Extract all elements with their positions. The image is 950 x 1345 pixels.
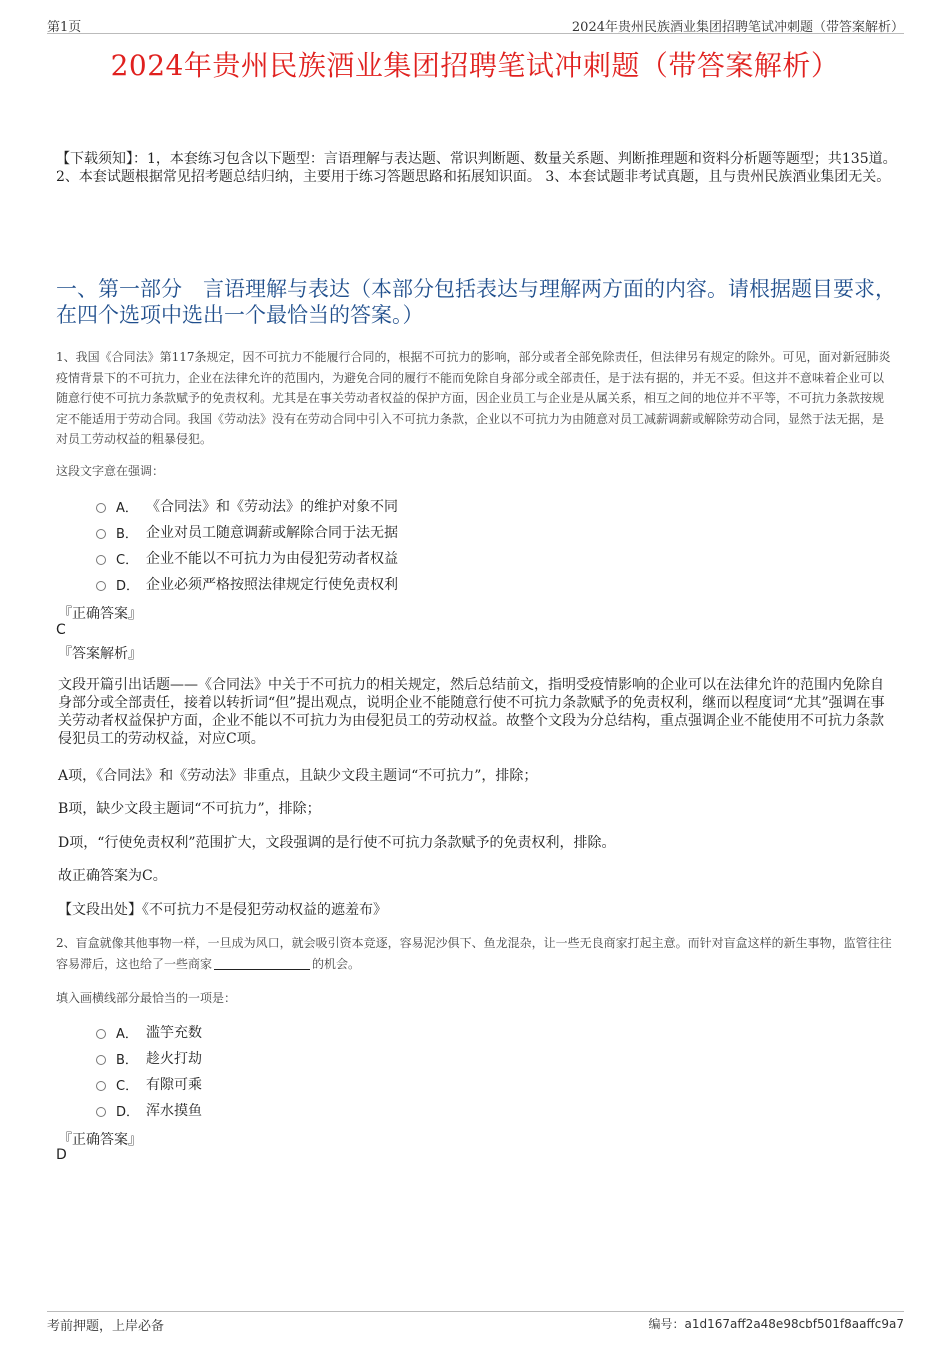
question-2-prompt: 填入画横线部分最恰当的一项是： (56, 991, 237, 1005)
radio-icon[interactable] (96, 503, 106, 513)
analysis-option-d: D项，“行使免责权利”范围扩大，文段强调的是行使不可抗力条款赋予的免责权利，排除。 (58, 835, 616, 851)
page-header (47, 14, 904, 34)
document-title: 2024年贵州民族酒业集团招聘笔试冲刺题（带答案解析） (110, 49, 840, 82)
question-1-prompt: 这段文字意在强调： (56, 464, 165, 478)
analysis-label: 『答案解析』 (58, 646, 142, 662)
question-1-options (96, 493, 398, 597)
analysis-conclusion: 故正确答案为C。 (58, 868, 167, 884)
question-1-text: 1、我国《合同法》第117条规定，因不可抗力不能履行合同的，根据不可抗力的影响，部分或者全部免除责任，但法律另有规定的除外。可见，面对新冠肺炎疫情背景下的不可抗力，企业在法律允许的范围内，为避免合同的履行不能而免除自身部分或全部责任，是于法有据的，并无不妥。但这并不意味着企业可以随意行使不可抗力条款赋予的免责权利。尤其是在事关劳动者权益的保护方面，因企业员工与企业是从属关系，相互之间的地位并不平等，不可抗力条款按规定不能适用于劳动合同。我国《劳动法》没有在劳动合同中引入不可抗力条款，企业以不可抗力为由随意对员工减薪调薪或解除劳动合同，显然于法无据，是对员工劳动权益的粗暴侵犯。 (56, 350, 891, 446)
radio-icon[interactable] (96, 529, 106, 539)
footer-slogan: 考前押题，上岸必备 (47, 1319, 165, 1334)
option-a[interactable]: A． 滥竽充数 (96, 1019, 202, 1045)
section-title: 一、第一部分 言语理解与表达（本部分包括表达与理解两方面的内容。请根据题目要求，在四个选项中选出一个最恰当的答案。） (56, 277, 896, 327)
radio-icon[interactable] (96, 1055, 106, 1065)
correct-answer: D (56, 1147, 67, 1163)
question-2-text: 2、盲盒就像其他事物一样，一旦成为风口，就会吸引资本竞逐，容易泥沙俱下、鱼龙混杂，让一些无良商家打起主意。而针对盲盒这样的新生事物，监管往往容易滞后，这也给了一些商家 的机会。 (56, 936, 892, 971)
download-notice: 【下载须知】：1，本套练习包含以下题型：言语理解与表达题、常识判断题、数量关系题、判断推理题和资料分析题等题型；共135道。 2、本套试题根据常见招考题总结归纳，主要用于练习答题思路和拓展知识面。 3、本套试题非考试真题，且与贵州民族酒业集团无关。 (56, 151, 897, 185)
radio-icon[interactable] (96, 1081, 106, 1091)
header-doc-title: 2024年贵州民族酒业集团招聘笔试冲刺题（带答案解析） (571, 20, 904, 35)
option-d[interactable]: D． 浑水摸鱼 (96, 1097, 202, 1123)
document-code: 编号：a1d167aff2a48e98cbf501f8aaffc9a7 (648, 1317, 904, 1331)
option-text: 企业不能以不可抗力为由侵犯劳动者权益 (146, 551, 398, 567)
analysis-option-a: A项，《合同法》和《劳动法》非重点，且缺少文段主题词“不可抗力”，排除； (58, 768, 538, 784)
fill-blank (214, 958, 310, 970)
answer-label: 『正确答案』 (58, 606, 142, 622)
option-b[interactable]: B． 企业对员工随意调薪或解除合同于法无据 (96, 519, 398, 545)
radio-icon[interactable] (96, 555, 106, 565)
question-2-options (96, 1019, 202, 1123)
option-text: 《合同法》和《劳动法》的维护对象不同 (146, 499, 398, 515)
option-text: 企业对员工随意调薪或解除合同于法无据 (146, 525, 398, 541)
option-c[interactable]: C． 企业不能以不可抗力为由侵犯劳动者权益 (96, 545, 398, 571)
option-b[interactable]: B． 趁火打劫 (96, 1045, 202, 1071)
radio-icon[interactable] (96, 1029, 106, 1039)
analysis-text: 文段开篇引出话题——《合同法》中关于不可抗力的相关规定，然后总结前文，指明受疫情影响的企业可以在法律允许的范围内免除自身部分或全部责任，接着以转折词“但”提出观点，说明企业不能随意行使不可抗力条款赋予的免责权利，继而以程度词“尤其”强调在事关劳动者权益保护方面，企业不能以不可抗力为由侵犯员工的劳动权益。故整个文段为分总结构，重点强调企业不能使用不可抗力条款侵犯员工的劳动权益，对应C项。 (58, 677, 885, 747)
option-text: 趁火打劫 (146, 1051, 202, 1067)
option-text: 有隙可乘 (146, 1077, 202, 1093)
option-text: 滥竽充数 (146, 1025, 202, 1041)
analysis-option-b: B项，缺少文段主题词“不可抗力”，排除； (58, 801, 321, 817)
radio-icon[interactable] (96, 1107, 106, 1117)
page-number: 第1页 (47, 20, 82, 35)
option-text: 浑水摸鱼 (146, 1103, 202, 1119)
radio-icon[interactable] (96, 581, 106, 591)
option-d[interactable]: D． 企业必须严格按照法律规定行使免责权利 (96, 571, 398, 597)
option-text: 企业必须严格按照法律规定行使免责权利 (146, 577, 398, 593)
option-a[interactable]: A． 《合同法》和《劳动法》的维护对象不同 (96, 493, 398, 519)
text-source: 【文段出处】《不可抗力不是侵犯劳动权益的遮羞布》 (58, 902, 387, 918)
answer-label: 『正确答案』 (58, 1132, 142, 1148)
page-footer (47, 1311, 904, 1334)
option-c[interactable]: C． 有隙可乘 (96, 1071, 202, 1097)
correct-answer: C (56, 622, 66, 638)
